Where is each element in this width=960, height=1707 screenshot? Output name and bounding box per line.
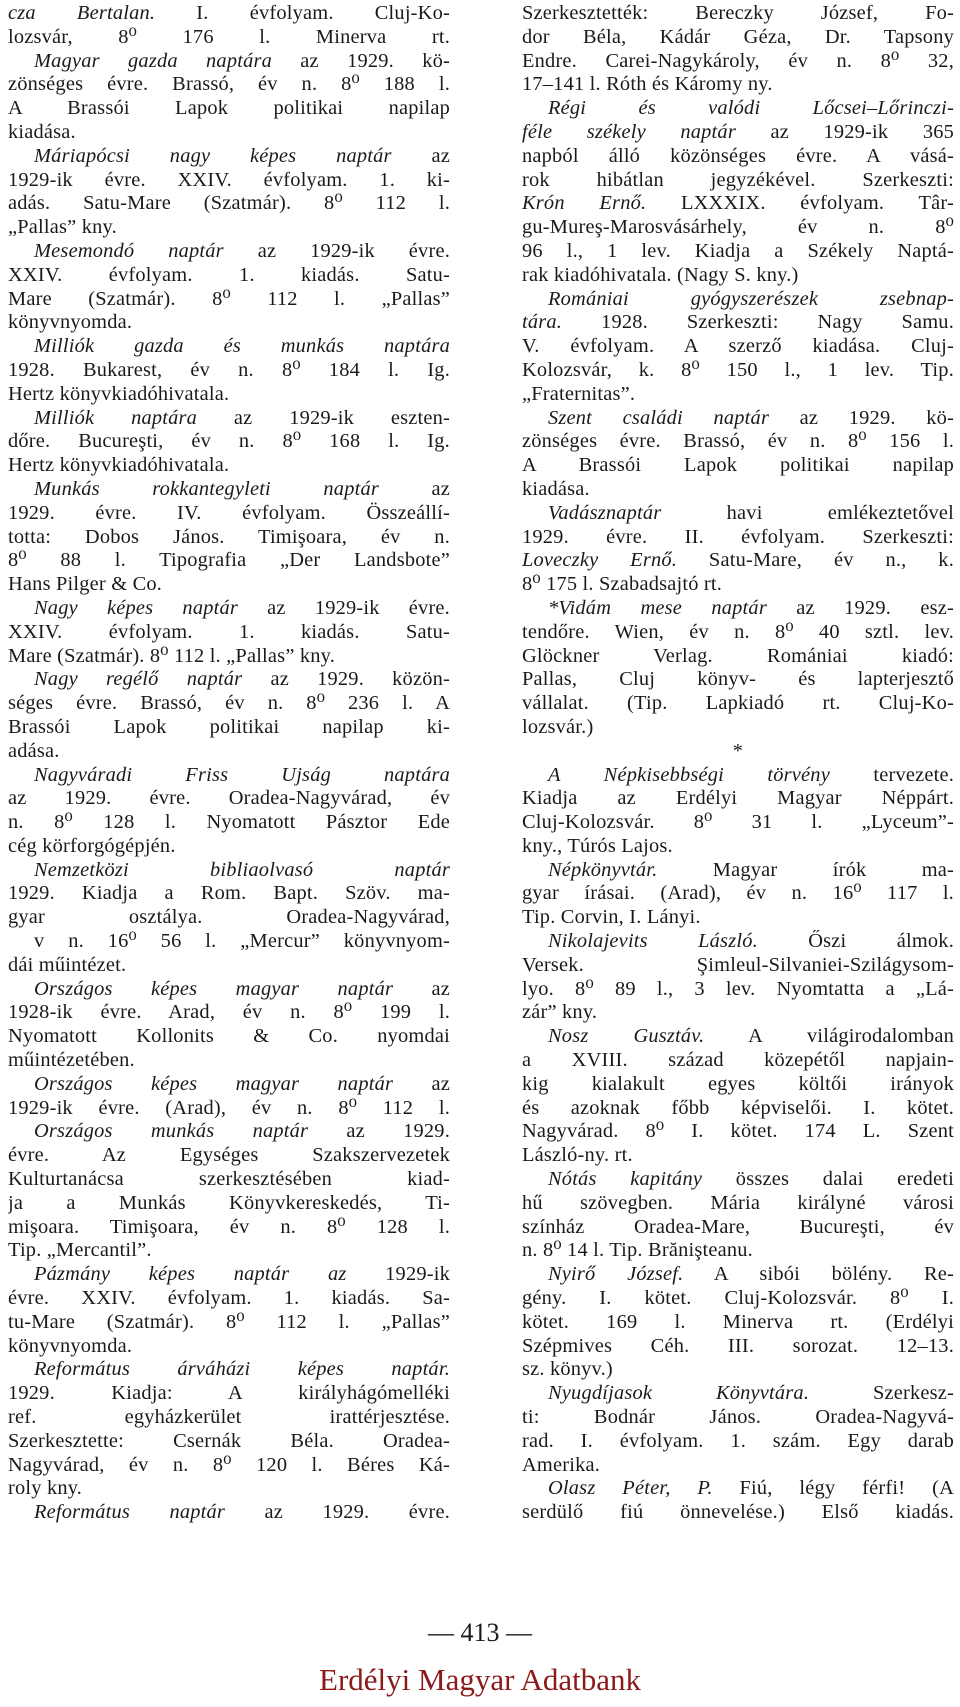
text-line: *: [732, 739, 744, 762]
title-italic: cza Bertalan.: [8, 2, 156, 24]
title-italic: Nyirő József.: [548, 1263, 684, 1286]
title-italic: Országos képes magyar naptár: [34, 1072, 394, 1095]
text-line: A Brassói Lapok politikai napilap: [8, 97, 450, 120]
text-line: kötet. 169 l. Minerva rt. (Erdélyi: [522, 1310, 954, 1333]
text-line: cza Bertalan. I. évfolyam. Cluj-Ko-: [8, 2, 450, 24]
text-line: Pallas, Cluj könyv- és lapterjesztő: [522, 668, 954, 691]
text-line: rok hibátlan jegyzékével. Szerkeszti:: [522, 168, 954, 191]
text-line: Kolozsvár, k. 8⁰ 150 l., 1 lev. Tip.: [522, 358, 954, 381]
title-italic: Mesemondó naptár: [34, 239, 224, 262]
text-line: Nótás kapitány összes dalai eredeti: [548, 1168, 954, 1191]
title-italic: Olasz Péter, P.: [548, 1477, 713, 1500]
text-line: 1929. Kiadja a Rom. Bapt. Szöv. ma-: [8, 882, 450, 905]
left-column: [8, 2, 450, 1525]
text-line: Országos munkás naptár az 1929.: [34, 1120, 450, 1143]
title-italic: Nyugdíjasok Könyvtára.: [548, 1382, 810, 1405]
text-line: 8⁰ 88 l. Tipografia „Der Landsbote”: [8, 549, 450, 572]
text-line: Nagy regélő naptár az 1929. közön-: [34, 668, 450, 691]
text-line: zönséges évre. Brassó, év n. 8⁰ 188 l.: [8, 73, 450, 96]
text-line: rak kiadóhivatala. (Nagy S. kny.): [522, 263, 799, 286]
text-line: Tip. Corvin, I. Lányi.: [522, 906, 701, 929]
text-line: [8, 764, 450, 788]
text-line: tendőre. Wien, év n. 8⁰ 40 sztl. lev.: [522, 620, 954, 643]
text-line: László-ny. rt.: [522, 1144, 633, 1167]
text-line: Magyar gazda naptára az 1929. kö-: [34, 49, 450, 72]
text-line: Hans Pilger & Co.: [8, 573, 163, 596]
text-line: 1929-ik évre. XXIV. évfolyam. 1. ki-: [8, 168, 450, 191]
text-line: kiadása.: [522, 477, 590, 500]
title-italic: Nótás kapitány: [548, 1168, 703, 1191]
text-line: n. 8⁰ 128 l. Nyomatott Pásztor Ede: [8, 811, 450, 834]
text-line: séges évre. Brassó, év n. 8⁰ 236 l. A: [8, 692, 450, 715]
text-line: Nyomatott Kollonits & Co. nyomdai: [8, 1025, 450, 1048]
text-line: *Vidám mese naptár az 1929. esz-: [548, 596, 954, 619]
text-line: Krón Ernő. LXXXIX. évfolyam. Târ-: [522, 192, 954, 215]
right-column: [522, 2, 954, 1525]
text-line: ja a Munkás Könyvkereskedés, Ti-: [8, 1191, 450, 1214]
text-line: Cluj-Kolozsvár. 8⁰ 31 l. „Lyceum”-: [522, 811, 954, 834]
text-line: Országos képes magyar naptár az: [34, 977, 450, 1000]
text-line: n. 8⁰ 14 l. Tip. Brănişteanu.: [522, 1239, 753, 1262]
text-line: [8, 1358, 450, 1382]
text-line: zönséges évre. Brassó, év n. 8⁰ 156 l.: [522, 430, 954, 453]
text-line: dor Béla, Kádár Géza, Dr. Tapsony: [522, 25, 954, 48]
text-line: Loveczky Ernő. Satu-Mare, év n., k.: [522, 549, 954, 572]
title-italic: Nemzetközi bibliaolvasó naptár: [34, 858, 450, 881]
text-line: lozsvár, 8⁰ 176 l. Minerva rt.: [8, 25, 450, 48]
text-line: rad. I. évfolyam. 1. szám. Egy darab: [522, 1429, 954, 1452]
text-line: a XVIII. század közepétől napjain-: [522, 1049, 954, 1072]
text-line: Mare (Szatmár). 8⁰ 112 l. „Pallas”: [8, 287, 450, 310]
title-italic: Nosz Gusztáv.: [548, 1025, 705, 1048]
text-line: Nosz Gusztáv. A világirodalomban: [548, 1025, 954, 1048]
text-line: lozsvár.): [522, 715, 594, 738]
title-italic: A Népkisebbségi törvény: [548, 763, 830, 786]
title-italic: Nagyváradi Friss Ujság naptára: [34, 763, 450, 786]
text-line: Vadásznaptár havi emlékeztetővel: [548, 501, 954, 524]
title-italic: Loveczky Ernő.: [522, 549, 678, 572]
text-line: tára. 1928. Szerkeszti: Nagy Samu.: [522, 311, 954, 334]
title-italic: Református naptár: [34, 1501, 226, 1524]
text-line: Kiadja az Erdélyi Magyar Néppárt.: [522, 787, 954, 810]
title-italic: féle székely naptár: [522, 120, 736, 143]
text-line: ti: Bodnár János. Oradea-Nagyvá-: [522, 1406, 954, 1429]
text-line: Nagyvárad, év n. 8⁰ 120 l. Béres Ká-: [8, 1453, 450, 1476]
text-line: [522, 288, 954, 312]
text-line: roly kny.: [8, 1477, 83, 1500]
text-line: Brassói Lapok politikai napilap ki-: [8, 715, 450, 738]
text-line: adás. Satu-Mare (Szatmár). 8⁰ 112 l.: [8, 192, 450, 215]
watermark-link[interactable]: Erdélyi Magyar Adatbank: [319, 1662, 641, 1697]
text-line: az 1929. évre. Oradea-Nagyvárad, év: [8, 787, 450, 810]
text-line: serdülő fiú önnevelése.) Első kiadás.: [522, 1501, 954, 1524]
text-line: dőre. Bucureşti, év n. 8⁰ 168 l. Ig.: [8, 430, 450, 453]
text-line: 1928-ik évre. Arad, év n. 8⁰ 199 l.: [8, 1001, 450, 1024]
text-line: Országos képes magyar naptár az: [34, 1072, 450, 1095]
title-italic: Népkönyvtár.: [548, 858, 658, 881]
text-line: Szent családi naptár az 1929. kö-: [548, 406, 954, 429]
text-line: gyar osztálya. Oradea-Nagyvárad,: [8, 906, 450, 929]
text-line: vállalat. (Tip. Lapkiadó rt. Cluj-Ko-: [522, 692, 954, 715]
text-line: v n. 16⁰ 56 l. „Mercur” könyvnyom-: [34, 930, 450, 953]
title-italic: Máriapócsi nagy képes naptár: [34, 144, 392, 167]
text-line: 1928. Bukarest, év n. 8⁰ 184 l. Ig.: [8, 358, 450, 381]
text-line: Hertz könyvkiadóhivatala.: [8, 454, 230, 477]
text-line: kny., Túrós Lajos.: [522, 834, 673, 857]
text-line: 1929. évre. II. évfolyam. Szerkeszti:: [522, 525, 954, 548]
text-line: Nyirő József. A sibói bölény. Re-: [548, 1263, 954, 1286]
text-line: Máriapócsi nagy képes naptár az: [34, 144, 450, 167]
text-line: totta: Dobos János. Timişoara, év n.: [8, 525, 450, 548]
text-line: kig kialakult egyes költői irányok: [522, 1072, 954, 1095]
text-line: Szerkesztette: Csernák Béla. Oradea-: [8, 1429, 450, 1452]
text-line: mişoara. Timişoara, év n. 8⁰ 128 l.: [8, 1215, 450, 1238]
title-italic: Vadásznaptár: [548, 501, 662, 524]
text-line: Református naptár az 1929. évre.: [34, 1501, 450, 1524]
page-number: — 413 —: [428, 1618, 532, 1647]
title-italic: *Vidám mese naptár: [548, 596, 767, 619]
text-line: gu-Mureş-Marosvásárhely, év n. 8⁰: [522, 216, 954, 239]
text-line: 1929-ik évre. (Arad), év n. 8⁰ 112 l.: [8, 1096, 450, 1119]
text-line: Népkönyvtár. Magyar írók ma-: [548, 858, 954, 881]
text-line: ref. egyházkerület irattérjesztése.: [8, 1406, 450, 1429]
text-line: [522, 97, 954, 121]
title-italic: tára.: [522, 311, 563, 334]
title-italic: Régi és valódi Lőcsei–Lőrinczi-: [548, 97, 954, 120]
text-line: Nagyvárad. 8⁰ I. kötet. 174 L. Szent: [522, 1120, 954, 1143]
text-line: 8⁰ 175 l. Szabadsajtó rt.: [522, 573, 723, 596]
text-line: hű szövegben. Mária királyné városi: [522, 1191, 954, 1214]
title-italic: Országos képes magyar naptár: [34, 977, 394, 1000]
text-line: gény. I. kötet. Cluj-Kolozsvár. 8⁰ I.: [522, 1287, 954, 1310]
text-line: Kulturtanácsa szerkesztésében kiad-: [8, 1168, 450, 1191]
title-italic: Nagy képes naptár: [34, 596, 239, 619]
title-italic: Szent családi naptár: [548, 406, 770, 429]
text-line: XXIV. évfolyam. 1. kiadás. Satu-: [8, 620, 450, 643]
title-italic: Magyar gazda naptára: [34, 49, 273, 72]
title-italic: Pázmány képes naptár az: [34, 1263, 347, 1286]
text-line: 1929. Kiadja: A királyhágómelléki: [8, 1382, 450, 1405]
text-line: kiadása.: [8, 120, 76, 143]
text-line: Nikolajevits László. Őszi álmok.: [548, 930, 954, 953]
text-line: lyo. 8⁰ 89 l., 3 lev. Nyomtatta a „Lá-: [522, 977, 954, 1000]
text-line: cég körforgógépjén.: [8, 834, 176, 857]
title-italic: Nikolajevits László.: [548, 930, 758, 953]
text-line: Mesemondó naptár az 1929-ik évre.: [34, 239, 450, 262]
text-line: A Brassói Lapok politikai napilap: [522, 454, 954, 477]
text-line: évre. Az Egységes Szakszervezetek: [8, 1144, 450, 1167]
text-line: Munkás rokkantegyleti naptár az: [34, 477, 450, 500]
text-line: [8, 859, 450, 883]
text-line: műintézetében.: [8, 1049, 135, 1072]
title-italic: Krón Ernő.: [522, 192, 647, 215]
text-line: 96 l., 1 lev. Kiadja a Székely Naptá-: [522, 239, 954, 262]
title-italic: Milliók naptára: [34, 406, 198, 429]
text-line: Nagy képes naptár az 1929-ik évre.: [34, 596, 450, 619]
text-line: Glöckner Verlag. Romániai kiadó:: [522, 644, 954, 667]
text-line: Versek. Şimleul-Silvaniei-Szilágysom-: [522, 953, 954, 976]
text-line: napból álló közönséges évre. A vásá-: [522, 144, 954, 167]
text-line: tu-Mare (Szatmár). 8⁰ 112 l. „Pallas”: [8, 1310, 450, 1333]
text-line: Milliók naptára az 1929-ik eszten-: [34, 406, 450, 429]
title-italic: Munkás rokkantegyleti naptár: [34, 477, 379, 500]
text-line: 17–141 l. Róth és Káromy ny.: [522, 73, 773, 96]
text-line: Tip. „Mercantil”.: [8, 1239, 152, 1262]
title-italic: Országos munkás naptár: [34, 1120, 309, 1143]
text-line: 1929. évre. IV. évfolyam. Összeállí-: [8, 501, 450, 524]
title-italic: Református árváházi képes naptár.: [34, 1358, 450, 1381]
text-line: féle székely naptár az 1929-ik 365: [522, 120, 954, 143]
text-line: gyar írásai. (Arad), év n. 16⁰ 117 l.: [522, 882, 954, 905]
text-line: könyvnyomda.: [8, 1334, 133, 1357]
text-line: zár” kny.: [522, 1001, 598, 1024]
text-line: színház Oradea-Mare, Bucureşti, év: [522, 1215, 954, 1238]
text-line: [8, 335, 450, 359]
text-line: V. évfolyam. A szerző kiadása. Cluj-: [522, 335, 954, 358]
text-line: Amerika.: [522, 1453, 601, 1476]
text-line: Szépmives Céh. III. sorozat. 12–13.: [522, 1334, 954, 1357]
text-line: Pázmány képes naptár az 1929-ik: [34, 1263, 450, 1286]
text-line: adása.: [8, 739, 60, 762]
text-line: sz. könyv.): [522, 1358, 613, 1381]
text-line: Mare (Szatmár). 8⁰ 112 l. „Pallas” kny.: [8, 644, 336, 667]
text-line: „Pallas” kny.: [8, 216, 117, 239]
title-italic: Romániai gyógyszerészek zsebnap-: [548, 287, 954, 310]
title-italic: Milliók gazda és munkás naptára: [34, 335, 450, 358]
text-line: évre. XXIV. évfolyam. 1. kiadás. Sa-: [8, 1287, 450, 1310]
text-line: könyvnyomda.: [8, 311, 133, 334]
text-line: és azoknak főbb képviselői. I. kötet.: [522, 1096, 954, 1119]
title-italic: Nagy regélő naptár: [34, 668, 243, 691]
text-line: A Népkisebbségi törvény tervezete.: [548, 763, 954, 786]
text-line: XXIV. évfolyam. 1. kiadás. Satu-: [8, 263, 450, 286]
text-line: Olasz Péter, P. Fiú, légy férfi! (A: [548, 1477, 954, 1500]
text-line: dái műintézet.: [8, 953, 127, 976]
text-line: „Fraternitas”.: [522, 382, 636, 405]
text-line: Nyugdíjasok Könyvtára. Szerkesz-: [548, 1382, 954, 1405]
text-line: Szerkesztették: Bereczky József, Fo-: [522, 2, 954, 24]
text-line: Hertz könyvkiadóhivatala.: [8, 382, 230, 405]
text-line: Endre. Carei-Nagykároly, év n. 8⁰ 32,: [522, 49, 954, 72]
